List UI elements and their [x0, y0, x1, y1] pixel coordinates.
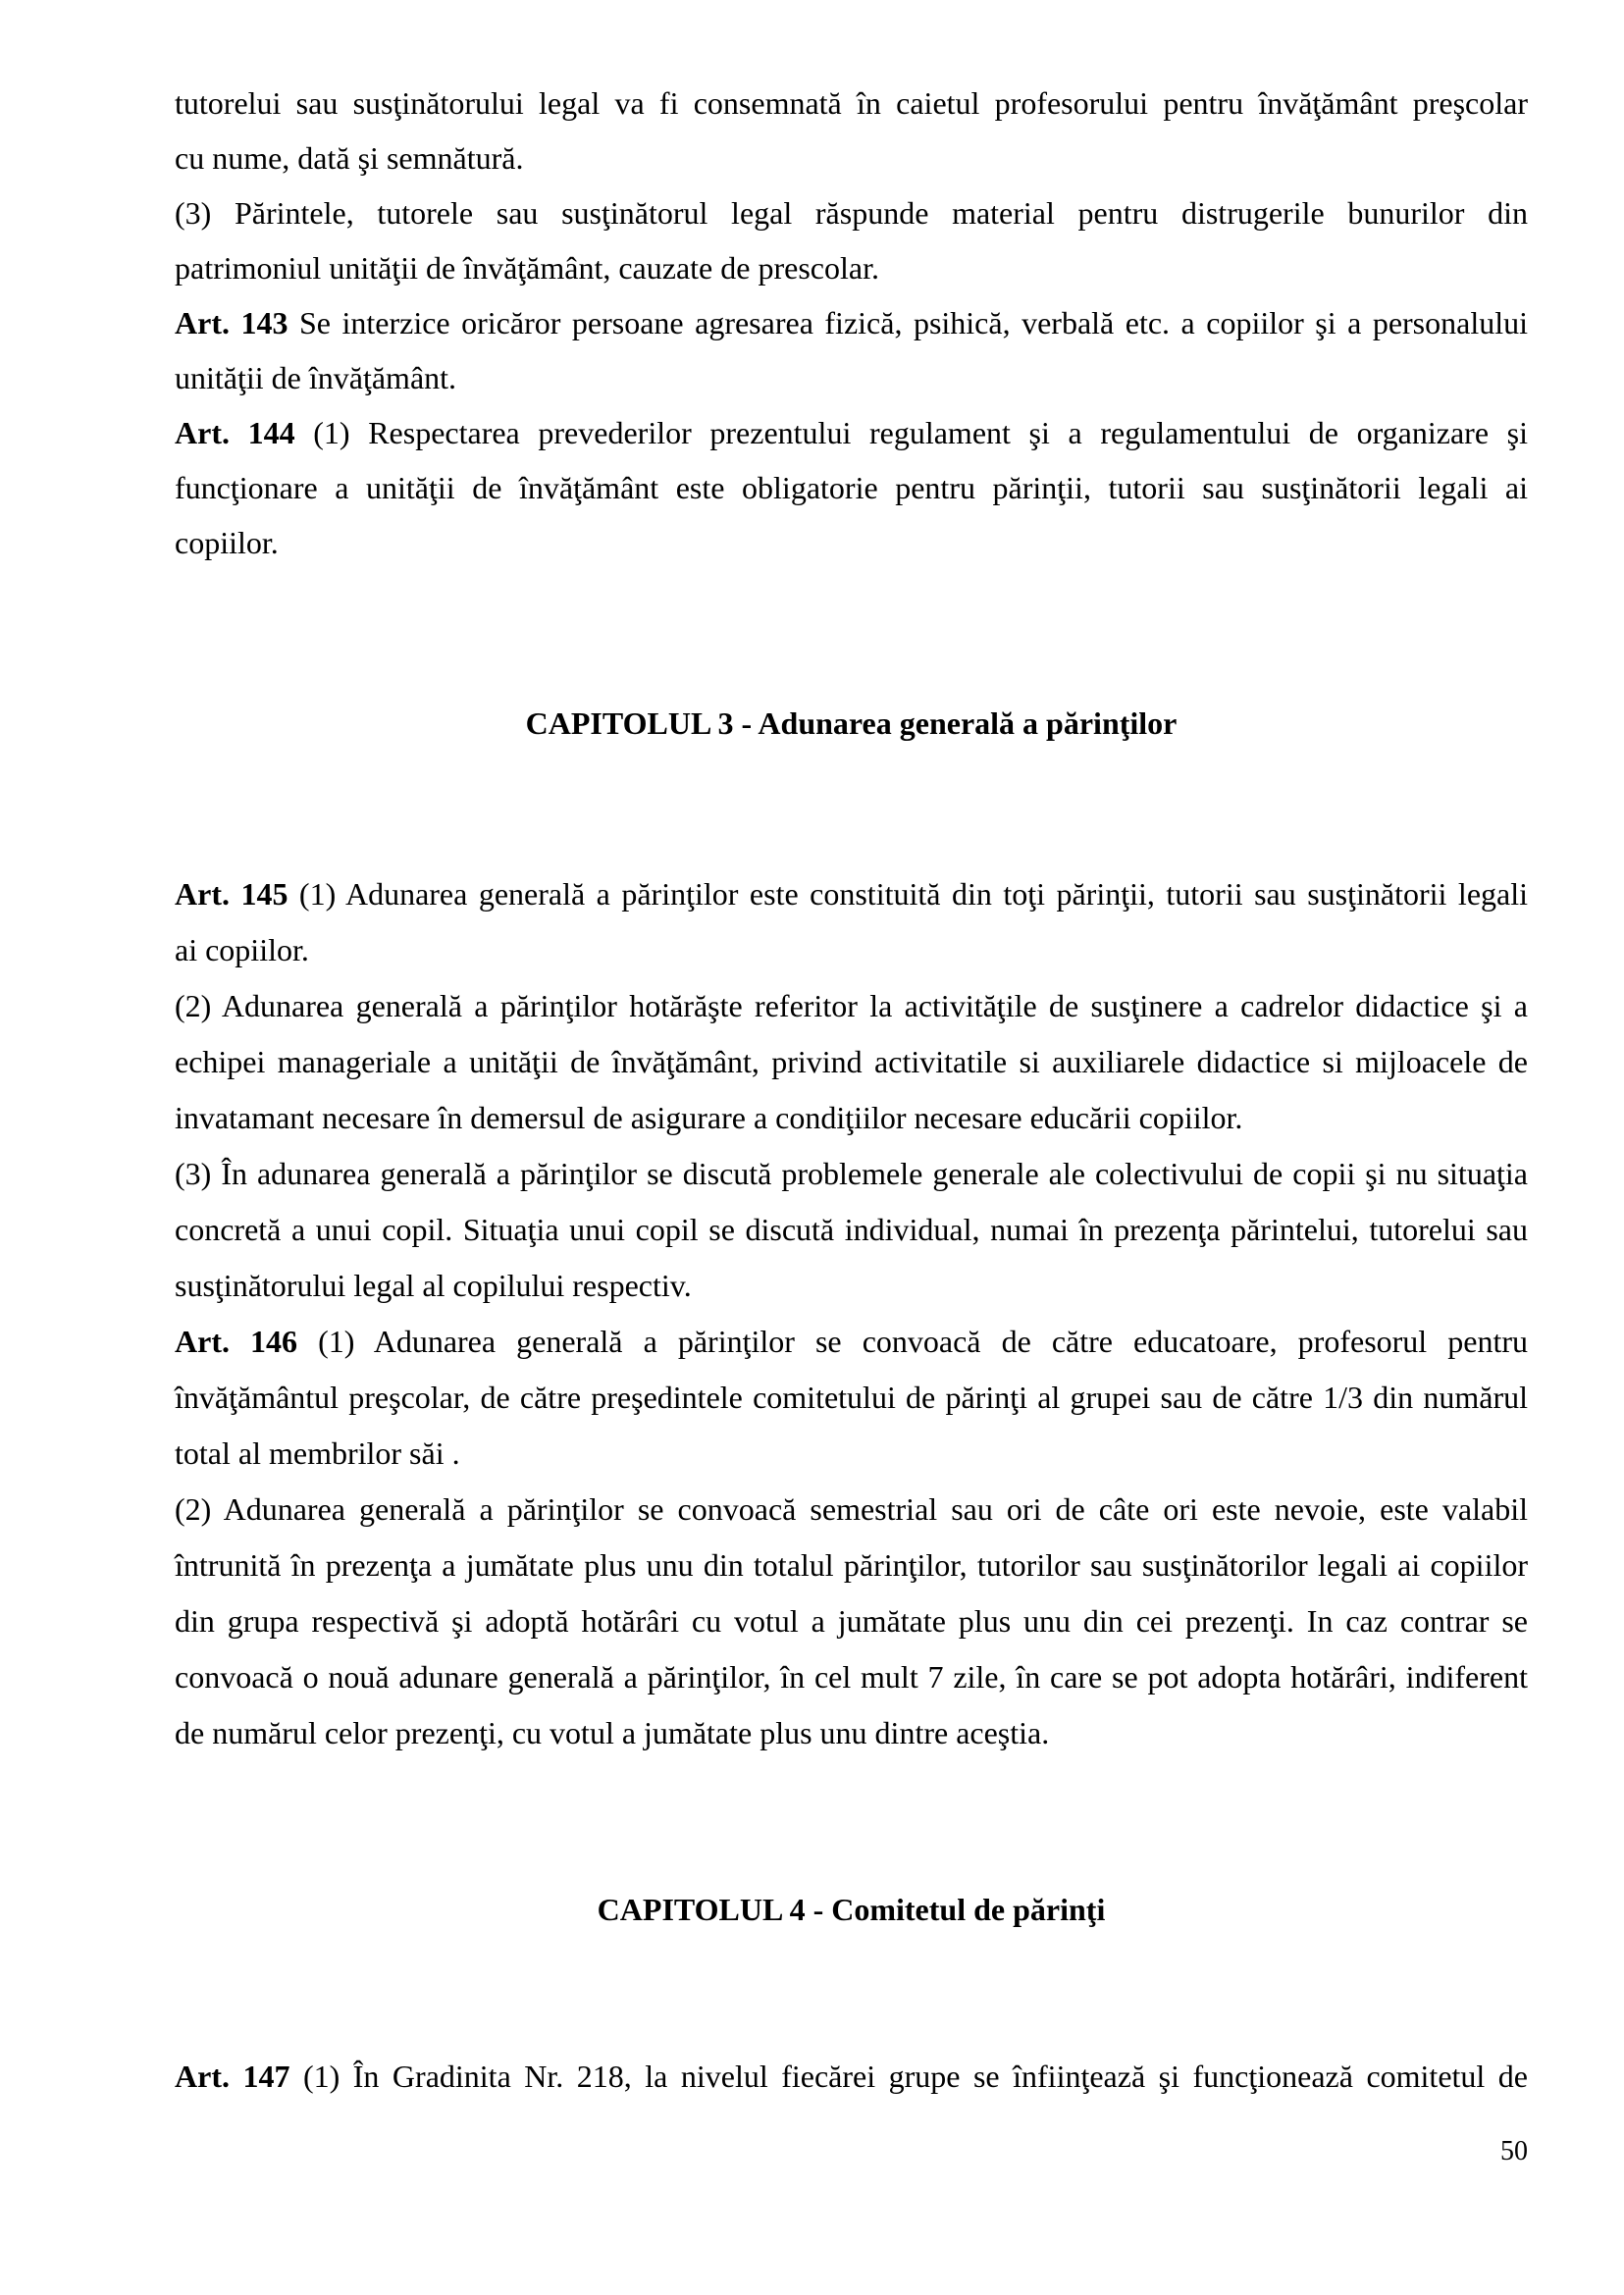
text-line-content: [175, 1380, 1528, 1415]
paragraph: [175, 76, 1528, 185]
line-text: convoacă o nouă adunare generală a părinţilor, în cel mult 7 zile, în care se pot adopta hotărâri, indiferent: [175, 1659, 1528, 1695]
article-number: Art. 146: [175, 1324, 298, 1359]
paragraph: [175, 185, 1528, 295]
text-line: [175, 1202, 1528, 1258]
line-text: concretă a unui copil. Situaţia unui copil se discută individual, numai în prezenţa părintelui, tutorelui sau: [175, 1212, 1528, 1247]
text-line-content: [175, 195, 1528, 231]
text-line: [175, 76, 1528, 130]
line-text: (2) Adunarea generală a părinţilor se convoacă semestrial sau ori de câte ori este nevoie, este valabil: [175, 1491, 1528, 1527]
text-line-content: [175, 85, 1528, 121]
line-text: copiilor.: [175, 525, 279, 560]
line-text: învăţământul preşcolar, de către preşedintele comitetului de părinţi al grupei sau de către 1/3 din numărul: [175, 1380, 1528, 1415]
line-text: susţinătorului legal al copilului respectiv.: [175, 1268, 692, 1303]
text-line: [175, 515, 1528, 570]
text-line: [175, 295, 1528, 350]
text-line-content: [175, 1715, 1049, 1750]
text-line-content: [175, 1491, 1528, 1527]
text-line: [175, 1370, 1528, 1426]
text-line: [175, 1538, 1528, 1593]
text-line: [175, 1314, 1528, 1370]
line-text: (1) În Gradinita Nr. 218, la nivelul fiecărei grupe se înfiinţează şi funcţionează comitetul de: [289, 2059, 1529, 2094]
text-line-content: [175, 360, 456, 395]
text-block-articles-142-144: [175, 76, 1528, 570]
line-text: (3) Părintele, tutorele sau susţinătorul legal răspunde material pentru distrugerile bunurilor din: [175, 195, 1528, 231]
chapter-3-heading: CAPITOLUL 3 - Adunarea generală a părinţilor: [525, 705, 1178, 741]
text-line-content: [175, 415, 1528, 450]
paragraph: [175, 295, 1528, 405]
text-line: [175, 1258, 1528, 1314]
line-text: unităţii de învăţământ.: [175, 360, 457, 395]
line-text: (1) Respectarea prevederilor prezentului regulament şi a regulamentului de organizare şi: [294, 415, 1529, 450]
text-line: [175, 405, 1528, 460]
paragraph: [175, 405, 1528, 570]
chapter-4-heading: CAPITOLUL 4 - Comitetul de părinţi: [597, 1892, 1106, 1927]
text-line-content: [175, 1156, 1528, 1191]
text-line-content: [175, 1044, 1528, 1079]
text-line-content: [175, 140, 523, 176]
text-line: [175, 1649, 1528, 1705]
paragraph: [175, 978, 1528, 1146]
text-line: [175, 866, 1528, 922]
text-block-articles-145-146: [175, 866, 1528, 1761]
text-line-content: [175, 1268, 692, 1303]
text-line-content: [175, 876, 1528, 912]
line-text: total al membrilor săi .: [175, 1435, 460, 1471]
text-line: [175, 1426, 1528, 1482]
text-line-content: [175, 1547, 1528, 1583]
text-line: [175, 1705, 1528, 1761]
text-line-content: [175, 988, 1528, 1023]
page-number: 50: [1500, 2136, 1528, 2166]
text-line: [175, 1593, 1528, 1649]
line-text: (1) Adunarea generală a părinţilor se convoacă de către educatoare, profesorul pentru: [297, 1324, 1528, 1359]
paragraph: [175, 1314, 1528, 1482]
line-text: (3) În adunarea generală a părinţilor se discută problemele generale ale colectivului de copii şi nu situaţia: [175, 1156, 1528, 1191]
text-line: [175, 130, 1528, 185]
text-line-content: [175, 1603, 1528, 1639]
text-line-content: [175, 250, 879, 286]
text-line: [175, 1090, 1528, 1146]
text-line-content: [175, 1100, 1242, 1135]
text-line: [175, 350, 1528, 405]
text-line: [175, 185, 1528, 240]
line-text: tutorelui sau susţinătorului legal va fi consemnată în caietul profesorului pentru învăţământ preşcolar: [175, 85, 1528, 121]
text-line-content: [175, 1659, 1528, 1695]
paragraph: [175, 1482, 1528, 1761]
text-line-content: [175, 525, 279, 560]
text-line-content: [175, 1212, 1528, 1247]
text-line: [175, 460, 1528, 515]
text-line: [175, 1034, 1528, 1090]
text-line-content: [175, 305, 1528, 340]
line-text: de numărul celor prezenţi, cu votul a jumătate plus unu dintre aceştia.: [175, 1715, 1050, 1750]
paragraph: [175, 2049, 1528, 2104]
text-line-content: [175, 470, 1528, 505]
text-line: [175, 1146, 1528, 1202]
article-number: Art. 145: [175, 876, 288, 912]
article-number: Art. 147: [175, 2059, 290, 2094]
text-line-content: [175, 932, 309, 967]
article-number: Art. 143: [175, 305, 288, 340]
text-line-content: [175, 1435, 460, 1471]
text-line: [175, 978, 1528, 1034]
text-line: [175, 2049, 1528, 2104]
text-line-content: [175, 2059, 1528, 2094]
line-text: cu nume, dată şi semnătură.: [175, 140, 524, 176]
text-line: [175, 922, 1528, 978]
article-number: Art. 144: [175, 415, 295, 450]
text-line: [175, 240, 1528, 295]
line-text: întrunită în prezenţa a jumătate plus unu din totalul părinţilor, tutorilor sau susţinătorilor legali ai copiilor: [175, 1547, 1528, 1583]
line-text: echipei manageriale a unităţii de învăţământ, privind activitatile si auxiliarele didactice si mijloacele de: [175, 1044, 1528, 1079]
line-text: ai copiilor.: [175, 932, 309, 967]
line-text: invatamant necesare în demersul de asigurare a condiţiilor necesare educării copiilor.: [175, 1100, 1243, 1135]
line-text: patrimoniul unităţii de învăţământ, cauzate de prescolar.: [175, 250, 879, 286]
paragraph: [175, 866, 1528, 978]
line-text: Se interzice oricăror persoane agresarea fizică, psihică, verbală etc. a copiilor şi a personalului: [288, 305, 1529, 340]
text-line-content: [175, 1324, 1528, 1359]
line-text: funcţionare a unităţii de învăţământ este obligatorie pentru părinţii, tutorii sau susţinătorii legali ai: [175, 470, 1528, 505]
line-text: (2) Adunarea generală a părinţilor hotărăşte referitor la activităţile de susţinere a cadrelor didactice şi a: [175, 988, 1528, 1023]
paragraph: [175, 1146, 1528, 1314]
text-block-article-147: [175, 2049, 1528, 2104]
text-line: [175, 1482, 1528, 1538]
line-text: din grupa respectivă şi adoptă hotărâri cu votul a jumătate plus unu din cei prezenţi. In caz contrar se: [175, 1603, 1528, 1639]
line-text: (1) Adunarea generală a părinţilor este constituită din toţi părinţii, tutorii sau susţinătorii legali: [288, 876, 1529, 912]
